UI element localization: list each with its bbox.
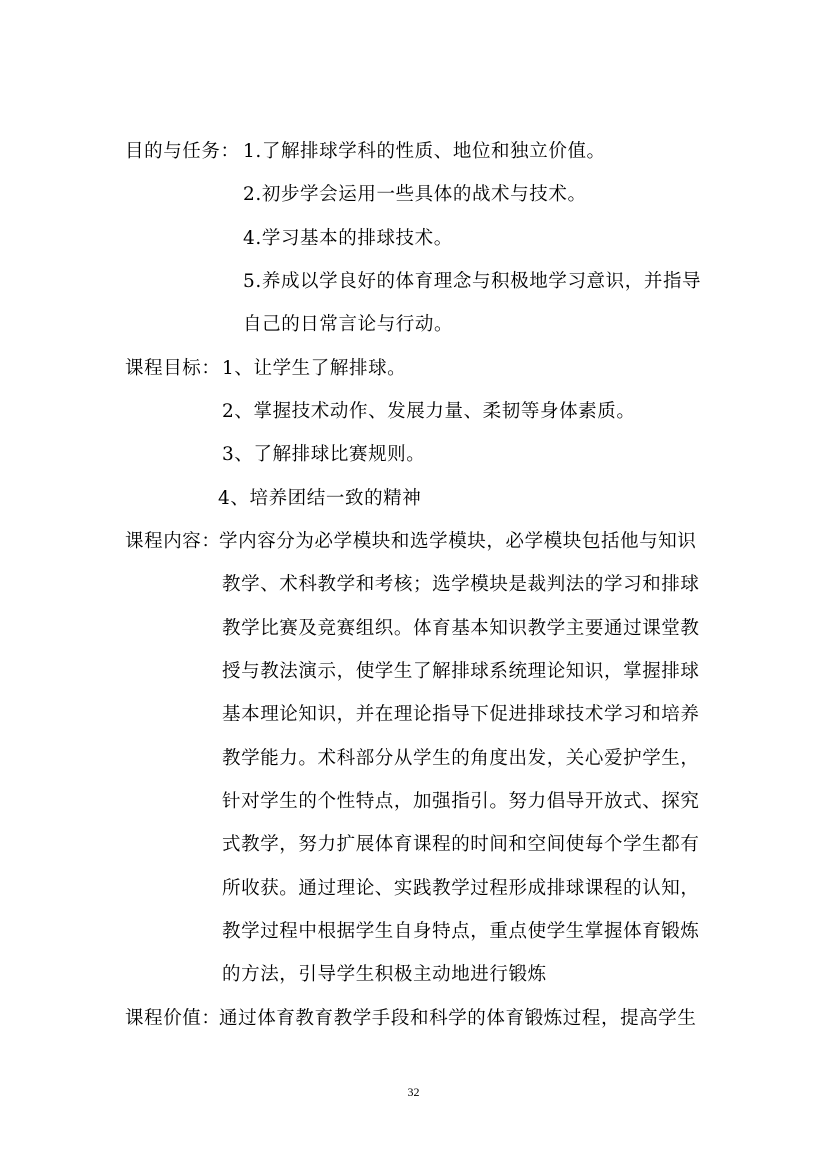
objective-item-2: 2、掌握技术动作、发展力量、柔韧等身体素质。 [222,401,636,422]
content-line-7: 针对学生的个性特点，加强指引。努力倡导开放式、探究 [222,791,700,812]
content-line-5: 基本理论知识，并在理论指导下促进排球技术学习和培养 [222,704,700,725]
objective-item-4: 4、培养团结一致的精神 [218,488,422,509]
content-line-3: 教学比赛及竞赛组织。体育基本知识教学主要通过课堂教 [222,618,700,639]
goals-item-2: 2.初步学会运用一些具体的战术与技术。 [243,184,587,205]
value-line-1: 通过体育教育教学手段和科学的体育锻炼过程，提高学生 [219,1008,697,1029]
goals-item-5: 5.养成以学良好的体育理念与积极地学习意识，并指导 [243,271,702,292]
content-line-10: 教学过程中根据学生自身特点，重点使学生掌握体育锻炼 [222,921,700,942]
objective-item-1: 1、让学生了解排球。 [222,358,407,379]
objective-item-3: 3、了解排球比赛规则。 [222,444,426,465]
content-line-9: 所收获。通过理论、实践教学过程形成排球课程的认知， [222,878,700,899]
goals-item-5-cont: 自己的日常言论与行动。 [243,314,454,335]
course-content-label: 课程内容： [125,531,221,552]
content-line-11: 的方法，引导学生积极主动地进行锻炼 [222,964,547,985]
content-line-6: 教学能力。术科部分从学生的角度出发，关心爱护学生， [222,748,700,769]
content-line-2: 教学、术科教学和考核；选学模块是裁判法的学习和排球 [222,574,700,595]
content-line-4: 授与教法演示，使学生了解排球系统理论知识，掌握排球 [222,661,700,682]
goals-item-4: 4.学习基本的排球技术。 [243,228,453,249]
content-line-1: 学内容分为必学模块和选学模块，必学模块包括他与知识 [219,531,697,552]
goals-tasks-label: 目的与任务： [125,141,240,162]
goals-item-1: 1.了解排球学科的性质、地位和独立价值。 [243,141,606,162]
content-line-8: 式教学，努力扩展体育课程的时间和空间使每个学生都有 [222,834,700,855]
course-objectives-label: 课程目标： [125,358,221,379]
course-value-label: 课程价值： [125,1008,221,1029]
page-number: 32 [407,1085,420,1099]
